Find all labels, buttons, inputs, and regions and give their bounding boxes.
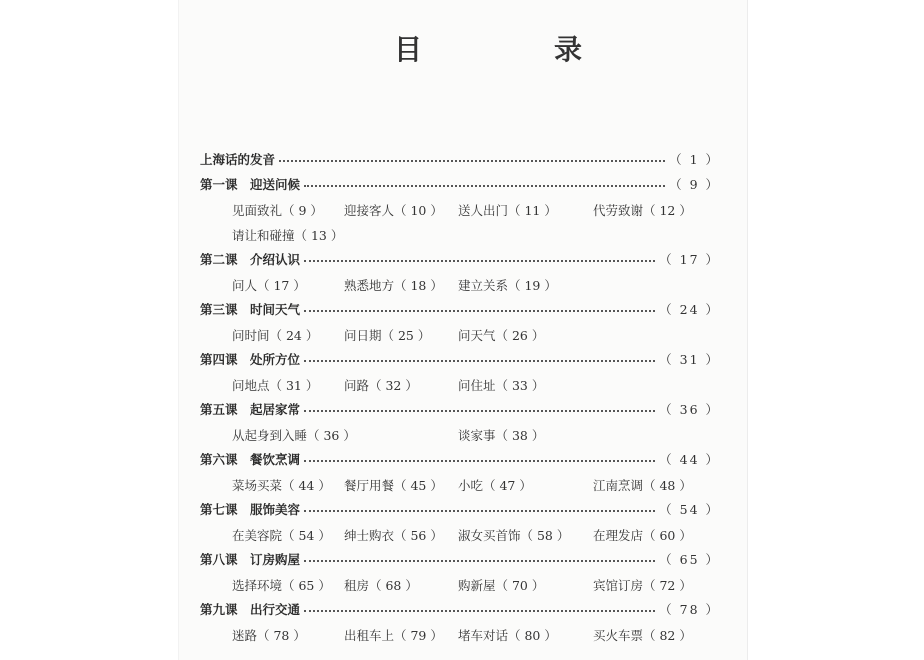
toc-entry-page: （ 78 ）	[659, 601, 720, 617]
toc-subentry[interactable]: 熟悉地方（ 18 ）	[344, 278, 443, 293]
toc-entry-label: 第九课 出行交通	[200, 601, 301, 617]
toc-subentry[interactable]: 菜场买菜（ 44 ）	[232, 478, 331, 493]
toc-entry-label: 第一课 迎送问候	[200, 176, 301, 192]
toc-subentry[interactable]: 问地点（ 31 ）	[232, 378, 319, 393]
dot-leader	[304, 185, 665, 187]
dot-leader	[304, 360, 655, 362]
toc-entry-page: （ 31 ）	[659, 351, 720, 367]
toc-entry[interactable]	[200, 396, 720, 421]
toc-subentries-row	[200, 221, 720, 246]
toc-entry-label: 上海话的发音	[200, 151, 276, 167]
toc-entry-label: 第六课 餐饮烹调	[200, 451, 301, 467]
toc-subentries-row	[200, 471, 720, 496]
toc-subentry[interactable]: 代劳致谢（ 12 ）	[593, 203, 692, 218]
toc-subentry[interactable]: 问人（ 17 ）	[232, 278, 306, 293]
toc-subentry[interactable]: 选择环境（ 65 ）	[232, 578, 331, 593]
toc-entry-label: 第四课 处所方位	[200, 351, 301, 367]
toc-entry[interactable]	[200, 171, 720, 196]
toc-subentries-row	[200, 196, 720, 221]
toc-subentry[interactable]: 江南烹调（ 48 ）	[593, 478, 692, 493]
toc-entry-label: 第七课 服饰美容	[200, 501, 301, 517]
toc-entry-page: （ 54 ）	[659, 501, 720, 517]
toc-subentry[interactable]: 问日期（ 25 ）	[344, 328, 431, 343]
toc-entry[interactable]	[200, 446, 720, 471]
toc-subentry[interactable]: 租房（ 68 ）	[344, 578, 418, 593]
toc-subentry[interactable]: 绅士购衣（ 56 ）	[344, 528, 443, 543]
dot-leader	[304, 560, 655, 562]
toc-subentry[interactable]: 淑女买首饰（ 58 ）	[458, 528, 570, 543]
toc-subentry[interactable]: 问住址（ 33 ）	[458, 378, 545, 393]
toc-subentries-row	[200, 271, 720, 296]
toc-entry-label: 第三课 时间天气	[200, 301, 301, 317]
toc-subentry[interactable]: 宾馆订房（ 72 ）	[593, 578, 692, 593]
toc-subentry[interactable]: 堵车对话（ 80 ）	[458, 628, 557, 643]
toc-entry-page: （ 9 ）	[669, 176, 720, 192]
toc-subentry[interactable]: 在理发店（ 60 ）	[593, 528, 692, 543]
toc-entry-page: （ 36 ）	[659, 401, 720, 417]
toc-subentry[interactable]: 购新屋（ 70 ）	[458, 578, 545, 593]
toc-entry[interactable]	[200, 546, 720, 571]
toc-subentry[interactable]: 建立关系（ 19 ）	[458, 278, 557, 293]
dot-leader	[304, 610, 655, 612]
toc-subentry[interactable]: 问时间（ 24 ）	[232, 328, 319, 343]
toc-entry[interactable]	[200, 296, 720, 321]
dot-leader	[304, 410, 655, 412]
toc-entry-label: 第五课 起居家常	[200, 401, 301, 417]
toc-entry[interactable]	[200, 496, 720, 521]
table-of-contents	[200, 146, 720, 646]
toc-subentry[interactable]: 买火车票（ 82 ）	[593, 628, 692, 643]
toc-subentries-row	[200, 621, 720, 646]
toc-subentries-row	[200, 521, 720, 546]
toc-subentry[interactable]: 谈家事（ 38 ）	[458, 428, 545, 443]
dot-leader	[304, 310, 655, 312]
toc-subentry[interactable]: 出租车上（ 79 ）	[344, 628, 443, 643]
toc-entry-page: （ 1 ）	[669, 151, 720, 167]
toc-subentries-row	[200, 421, 720, 446]
toc-subentry[interactable]: 请让和碰撞（ 13 ）	[232, 228, 344, 243]
toc-subentry[interactable]: 迎接客人（ 10 ）	[344, 203, 443, 218]
toc-subentry[interactable]: 小吃（ 47 ）	[458, 478, 532, 493]
toc-entry[interactable]	[200, 596, 720, 621]
toc-subentry[interactable]: 在美容院（ 54 ）	[232, 528, 331, 543]
toc-entry-page: （ 65 ）	[659, 551, 720, 567]
toc-subentries-row	[200, 371, 720, 396]
dot-leader	[304, 460, 655, 462]
page-title: 目 录	[393, 33, 634, 66]
toc-subentry[interactable]: 问路（ 32 ）	[344, 378, 418, 393]
toc-entry[interactable]	[200, 246, 720, 271]
toc-subentry[interactable]: 餐厅用餐（ 45 ）	[344, 478, 443, 493]
toc-entry-page: （ 17 ）	[659, 251, 720, 267]
dot-leader	[304, 510, 655, 512]
toc-subentry[interactable]: 迷路（ 78 ）	[232, 628, 306, 643]
toc-entry[interactable]	[200, 346, 720, 371]
toc-entry-page: （ 24 ）	[659, 301, 720, 317]
toc-entry[interactable]	[200, 146, 720, 171]
toc-subentries-row	[200, 321, 720, 346]
toc-entry-page: （ 44 ）	[659, 451, 720, 467]
dot-leader	[304, 260, 655, 262]
toc-subentry[interactable]: 从起身到入睡（ 36 ）	[232, 428, 356, 443]
toc-subentry[interactable]: 见面致礼（ 9 ）	[232, 203, 323, 218]
toc-subentry[interactable]: 送人出门（ 11 ）	[458, 203, 557, 218]
toc-entry-label: 第二课 介绍认识	[200, 251, 301, 267]
dot-leader	[279, 160, 665, 162]
toc-subentry[interactable]: 问天气（ 26 ）	[458, 328, 545, 343]
toc-entry-label: 第八课 订房购屋	[200, 551, 301, 567]
toc-subentries-row	[200, 571, 720, 596]
